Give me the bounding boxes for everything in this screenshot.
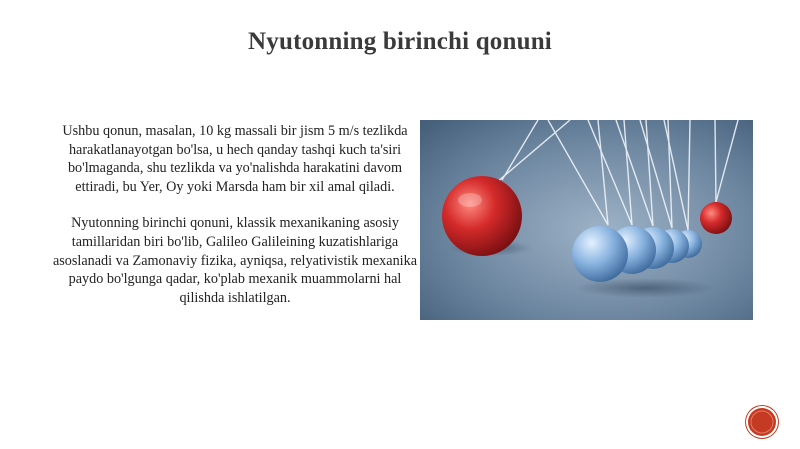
circle-next-icon [748,408,776,436]
next-slide-button[interactable] [748,408,776,436]
paragraph-2: Nyutonning birinchi qonuni, klassik mexanikaning asosiy tamillaridan biri bo'lib, Galileo Galileining kuzatishlariga asoslanadi va Zamonaviy fizika, ayniqsa, relyativistik mexanika paydo bo'lgunga qadar, ko'plab mexanik muammolarni hal qilishda ishlatilgan. [52,215,418,306]
paragraph-1: Ushbu qonun, masalan, 10 kg massali bir jism 5 m/s tezlikda harakatlanayotgan bo'lsa, u hech qanday tashqi kuch ta'siri bo'lmaganda, shu tezlikda va yo'nalishda harakatini davom ettiradi, bu Yer, Oy yoki Marsda ham bir xil amal qiladi. [62,123,408,195]
slide-title: Nyutonning birinchi qonuni [248,28,552,55]
newtons-cradle-image [420,120,753,320]
slide-body [52,122,418,307]
newtons-cradle-icon [420,120,753,320]
